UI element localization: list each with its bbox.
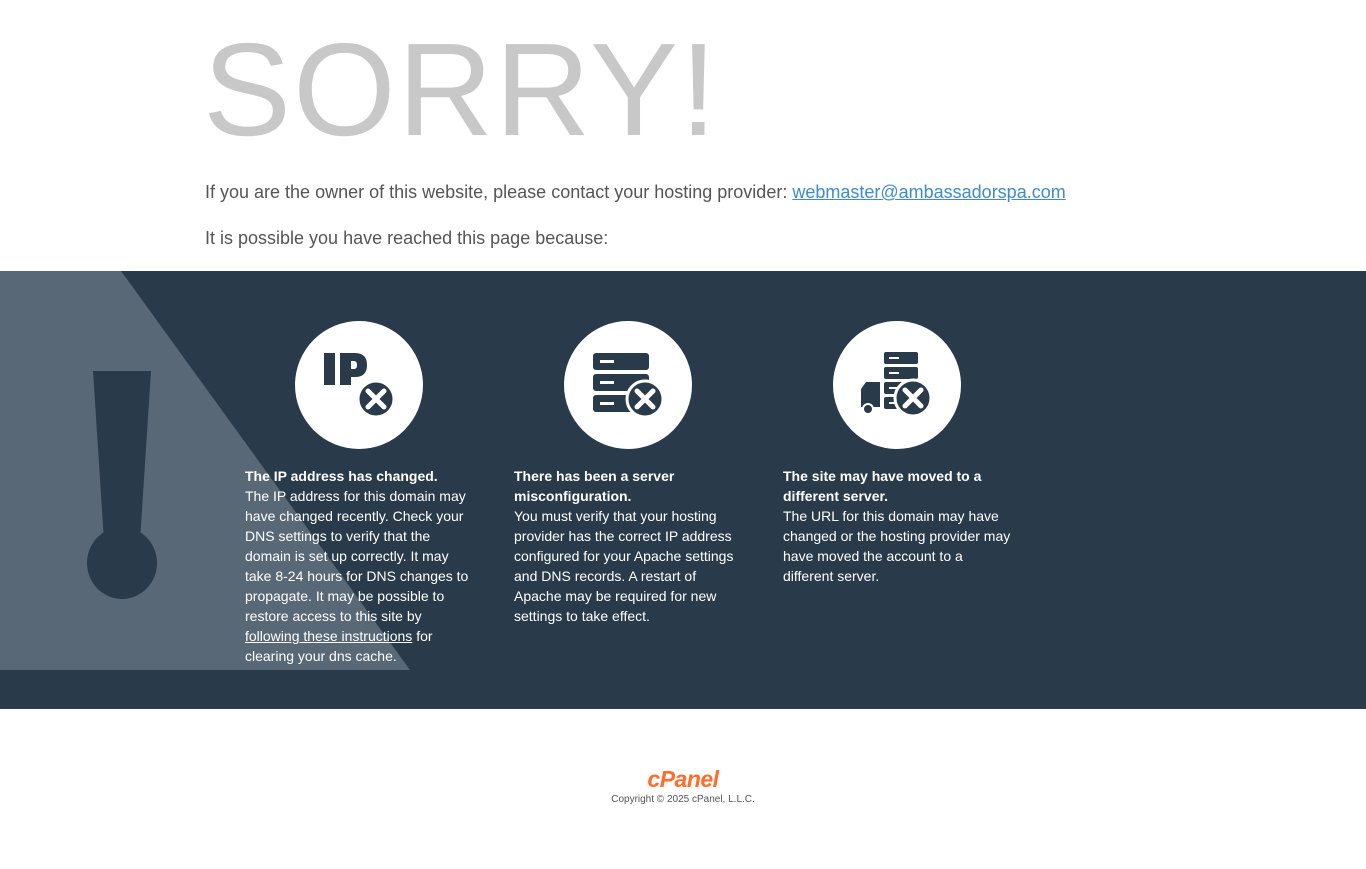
ip-error-icon <box>323 352 395 418</box>
reason-icon-circle <box>564 321 692 449</box>
contact-email-link[interactable]: webmaster@ambassadorspa.com <box>792 182 1066 202</box>
reason-server-misconfig <box>514 321 739 626</box>
contact-message <box>205 181 1066 203</box>
contact-text: If you are the owner of this website, please contact your hosting provider: <box>205 182 793 202</box>
cpanel-logo: cPanel <box>647 766 719 792</box>
reason-text: The URL for this domain may have changed or the hosting provider may have moved the account to a different server. <box>783 508 1011 584</box>
reason-ip-changed <box>245 321 475 666</box>
page-title: SORRY! <box>203 16 719 163</box>
reason-icon-circle <box>295 321 423 449</box>
header-section <box>0 0 1366 271</box>
reason-icon-circle <box>833 321 961 449</box>
server-error-icon <box>592 352 664 418</box>
reason-site-moved <box>783 321 1013 586</box>
reason-heading: The site may have moved to a different server. <box>783 468 982 504</box>
dns-instructions-link[interactable]: following these instructions <box>245 628 413 644</box>
reason-text-after: for clearing your dns cache. <box>245 628 433 664</box>
reason-text: The IP address for this domain may have changed recently. Check your DNS settings to verify that the domain is set up correctly. It may take 8-24 hours for DNS changes to propagate. It may be possible to restore access to this site by <box>245 488 469 624</box>
footer <box>0 766 1366 805</box>
copyright-text: Copyright © 2025 cPanel, L.L.C. <box>611 794 755 805</box>
server-moved-icon <box>860 351 934 419</box>
reasons-band <box>0 271 1366 709</box>
reason-heading: There has been a server misconfiguration. <box>514 468 675 504</box>
reason-text: You must verify that your hosting provider has the correct IP address configured for your Apache settings and DNS records. A restart of Apache may be required for new settings to take effect. <box>514 508 734 624</box>
reason-heading: The IP address has changed. <box>245 468 438 484</box>
reason-intro: It is possible you have reached this page because: <box>205 228 609 248</box>
